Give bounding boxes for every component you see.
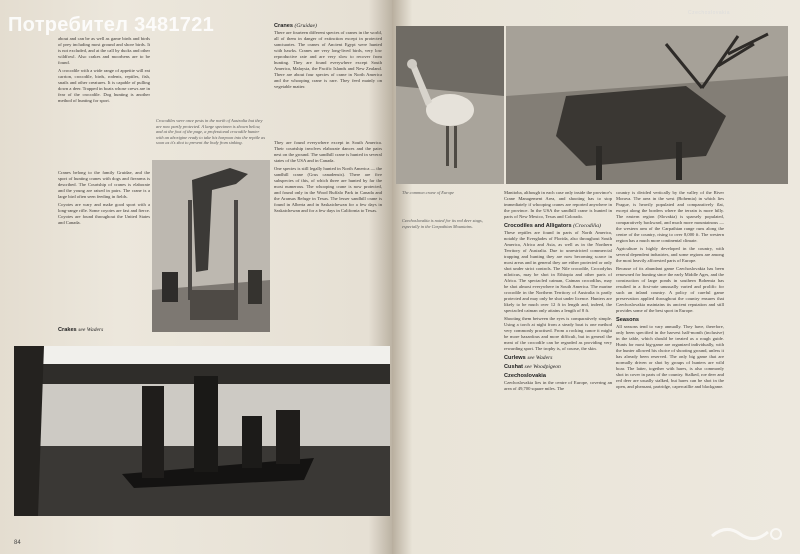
left-page [0,0,392,554]
right-col2-seasons: All seasons tend to vary annually. They have, therefore, only been specified in the harvest half-month (inclusive) in the table, which should be treated as a rough guide. Hunts for most big-game are organized individually, with the hunter allowed his choice of shooting ground, unless it has already been reserved. The only big game that are normally driven or shot by groups of hunters are wild boar. The latter, together with hares, is also commonly shot in cover in parts of the country. Stalked, roe deer and red deer are usually stalked, but hares can be shot in the open, and pheasant, partridge, capercaillie and blackgame. [616,324,724,389]
left-page-number: 84 [14,540,21,546]
crakes-entry [58,324,150,336]
left-column-1-bottom [58,170,150,320]
cranes-latin: (Gruidae) [294,23,317,29]
crocodile-caption: Crocodiles were once pests in the north of Australia but they are now partly protected. A large specimen is shown below, and at the foot of the page, a professional crocodile hunter with an aborigine ready to take his harpoon into the reptile as soon as it's shot to prevent the body from sinking. [156,118,266,146]
croc-shooting: Shooting them between the eyes is comparatively simple. Using a torch at night from a steady boat is one method very commonly practised. From a rocking canoe it might be more hazardous and more difficult, but in general the meat of the crocodile can be regarded as providing very rewarding sport. The trophy is, of course, the skin. [504,316,612,351]
cranes-body-3: One species is still legally hunted in North America — the sandhill crane (Grus canadensis). There are five subspecies of this, of which three are hunted by far the most numerous. The whooping crane is now protected, and found only in the Wood Buffalo Park in Canada and the Aransas Refuge in Texas. The lesser sandhill crane is found in Alberta and in Saskatchewan for a few days in Saskatchewan and for a few days in California to Texas. [274,166,382,213]
river-boat-photo [14,346,390,516]
cushat-ref: see Woodpigeon [524,364,561,370]
right-page [392,0,800,554]
seasons-heading: Seasons [616,317,640,323]
running-head: Czechoslovakia [688,10,731,16]
cranes-column-lower [274,140,382,338]
bazar-logo-icon [706,522,790,548]
croc-body: These reptiles are found in parts of North America, notably the Everglades of Florida, also throughout South America, Africa and Asia, as well as in the Northern Territory of Australia. Due to unrestricted commercial trapping and hunting they are now becoming scarce in most areas and in general they are either protected or only shot under strict controls. The Nile crocodile, Crocodylus niloticus, may be shot in Ethiopia and other parts of Africa. The spectacled caiman, Caiman crocodilus, may be shot almost everywhere in South America. The marine crocodile in the Northern Territory of Australia is partly protected and may only be shot under licence. Hunters are likely to be much over 12 ft in length and, indeed, the spectacled caiman only attains a length of 8 ft. [504,230,612,313]
right-col2-body: country is divided vertically by the valley of the River Morava. The area in the west (Bohemia) in which lies Prague, is heavily populated and comparatively flat, except along the borders where the terrain is more hilly. The eastern region (Slovakia) is sparsely populated, comparatively backward, and much more mountainous — the western arm of the Carpathian range runs along the centre of the country, rising to over 8,000 ft. The western region has a much more continental climate. [616,190,724,243]
croc-latin: (Crocodilia) [573,223,601,229]
crane-caption: The common crane of Europe [402,190,455,195]
cranes-column [274,20,382,138]
czech-caption: Czechoslovakia is noted for its red deer stags, especially in the Carpathian Mountains. [402,218,483,229]
crakes-heading: Crakes [58,327,77,333]
right-col2-agriculture: Agriculture is highly developed in the country, with several dependent industries, and some regions are among the most heavily afforested parts of Europe. [616,246,724,263]
crakes-ref: see Waders [78,327,104,333]
cushat-heading: Cushat [504,364,523,370]
cranes-body: There are fourteen different species of cranes in the world, all of them in danger of extinction except in protected sanctuaries. The cranes of Ancient Egypt were hunted with hawks. Cranes are very long-lived birds, very low reproductive rate and are very slow to recover from hunting. They are found everywhere except South America, Malaysia, the Pacific Islands and New Zealand. There are about four species of crane in North America and the whooping crane is rare. They feed mainly on vegetable matter. [274,30,382,89]
cranes-body-2: They are found everywhere except in South America. Their courtship involves elaborate dances and the pairs nest on the ground. The sandhill crane is hunted in several states of the USA and in Canada. [274,140,382,163]
right-column-1 [504,190,612,540]
common-crane-photo [396,26,504,184]
red-deer-photo [506,26,788,184]
left-col1-crane2: Coyotes are wary and make good sport with a long-range rifle. Some coyotes are fast and fierce. Coyotes are found throughout the United States and Canada. [58,202,150,225]
czech-text: Czechoslovakia lies in the centre of Europe, covering an area of 49,700 square miles. The [504,380,612,391]
right-column-2 [616,190,724,540]
left-col1-crane: Cranes belong to the family Gruidae, and the sport of hunting cranes with dogs and firearms is described. The Courtship of cranes is elaborate and the young are raised in pairs. The crane is a large bird often seen feeding in fields. [58,170,150,199]
left-col1-intro: about and can be as well as game birds and birds of prey including most ground and shore birds. It is not excluded, and at the call by ducks and other wildfowl. Also crakes and moorhens are to be found. [58,36,150,65]
curlews-heading: Curlews [504,355,526,361]
right-col2-hunting: Because of its abundant game Czechoslovakia has been renowned for hunting since the early Middle Ages, and the construction of large ponds in southern Bohemia has resulted in a first-rate unusually varied and prolific for such an inland country. A policy of careful game preservation applied throughout the country ensures that Czechoslovakia maintains its ancient reputation and still provides some of the best sport in Europe. [616,266,724,313]
watermark-text: Потребител 3481721 [8,14,215,36]
left-column-1-top [58,36,150,168]
right-col1-body: Manitoba, although in each case only inside the province's Crane Management Area, and shooting has to stop immediately if whooping cranes are reported anywhere in the province. In the USA the sandhill crane is hunted in parts of New Mexico, Texas and Colorado. [504,190,612,219]
left-col1-body: A crocodile with a wide range of appetite will eat carrion, crocodile, birds, rodents, reptiles, fish, snails and other creatures. It is capable of pulling down a deer. Trapped in boats whose crews are in fear of the crocodile. Dog hunting is another method of hunting for sport. [58,68,150,103]
croc-heading: Crocodiles and Alligators [504,223,572,229]
cranes-heading: Cranes [274,23,293,29]
curlews-ref: see Waders [527,355,553,361]
czech-heading: Czechoslovakia [504,373,546,379]
crocodile-hanging-photo [152,160,270,332]
